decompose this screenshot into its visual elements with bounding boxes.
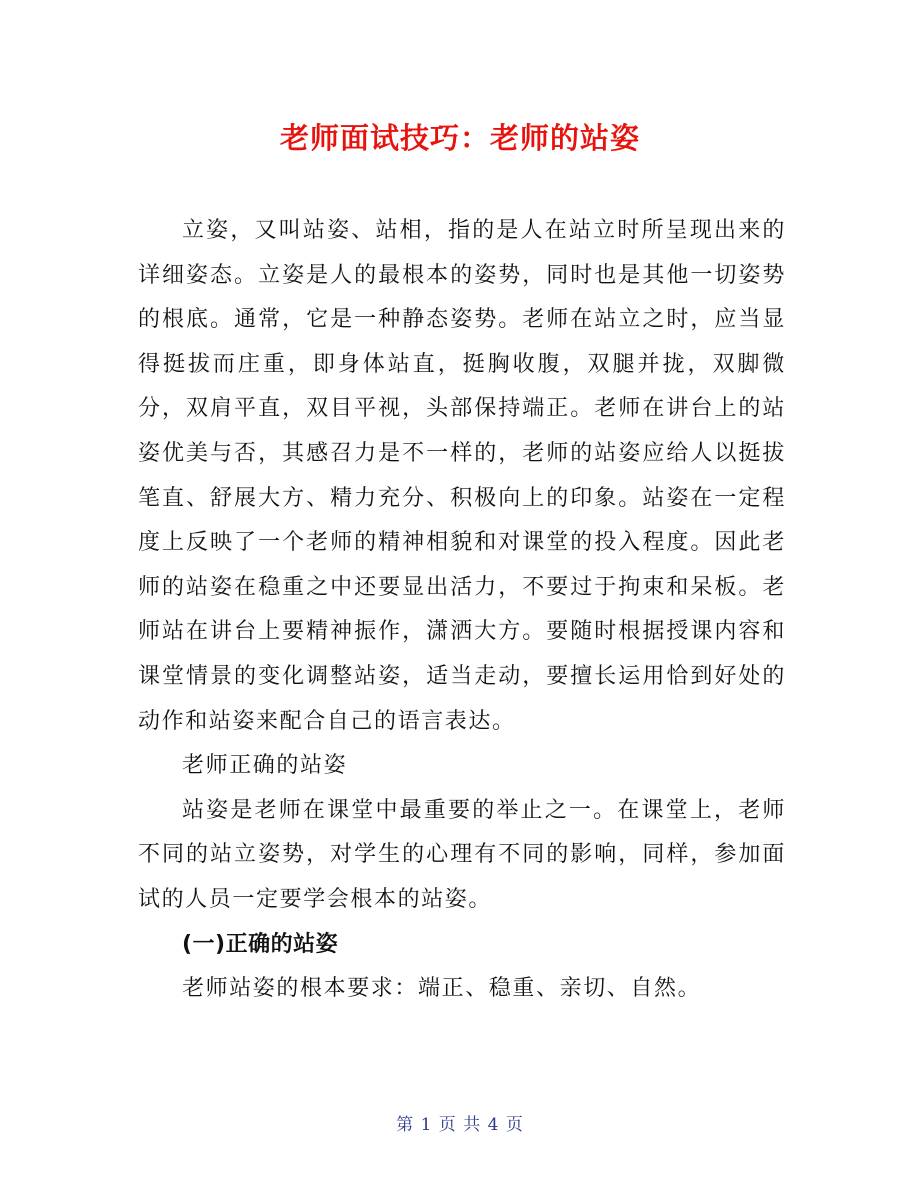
paragraph-basic-requirements: 老师站姿的根本要求：端正、稳重、亲切、自然。 <box>182 976 702 1002</box>
subsection-heading-1: (一)正确的站姿 <box>182 931 339 957</box>
paragraph-posture-importance: 站姿是老师在课堂中最重要的举止之一。在课堂上，老师不同的站立姿势，对学生的心理有不同的影响，同样，参加面试的人员一定要学会根本的站姿。 <box>138 797 786 912</box>
paragraph-standing-posture-intro: 立姿，又叫站姿、站相，指的是人在站立时所呈现出来的详细姿态。立姿是人的最根本的姿势，同时也是其他一切姿势的根底。通常，它是一种静态姿势。老师在站立之时，应当显得挺拔而庄重，即身体站直，挺胸收腹，双腿并拢，双脚微分，双肩平直，双目平视，头部保持端正。老师在讲台上的站姿优美与否，其感召力是不一样的，老师的站姿应给人以挺拔笔直、舒展大方、精力充分、积极向上的印象。站姿在一定程度上反映了一个老师的精神相貌和对课堂的投入程度。因此老师的站姿在稳重之中还要显出活力，不要过于拘束和呆板。老师站在讲台上要精神振作，潇洒大方。要随时根据授课内容和课堂情景的变化调整站姿，适当走动，要擅长运用恰到好处的动作和站姿来配合自己的语言表达。 <box>138 218 786 734</box>
page-footer: 第 1 页 共 4 页 <box>396 1115 524 1135</box>
document-title: 老师面试技巧：老师的站姿 <box>279 121 640 155</box>
document-body <box>138 209 786 1012</box>
section-heading-correct-posture: 老师正确的站姿 <box>182 753 348 779</box>
